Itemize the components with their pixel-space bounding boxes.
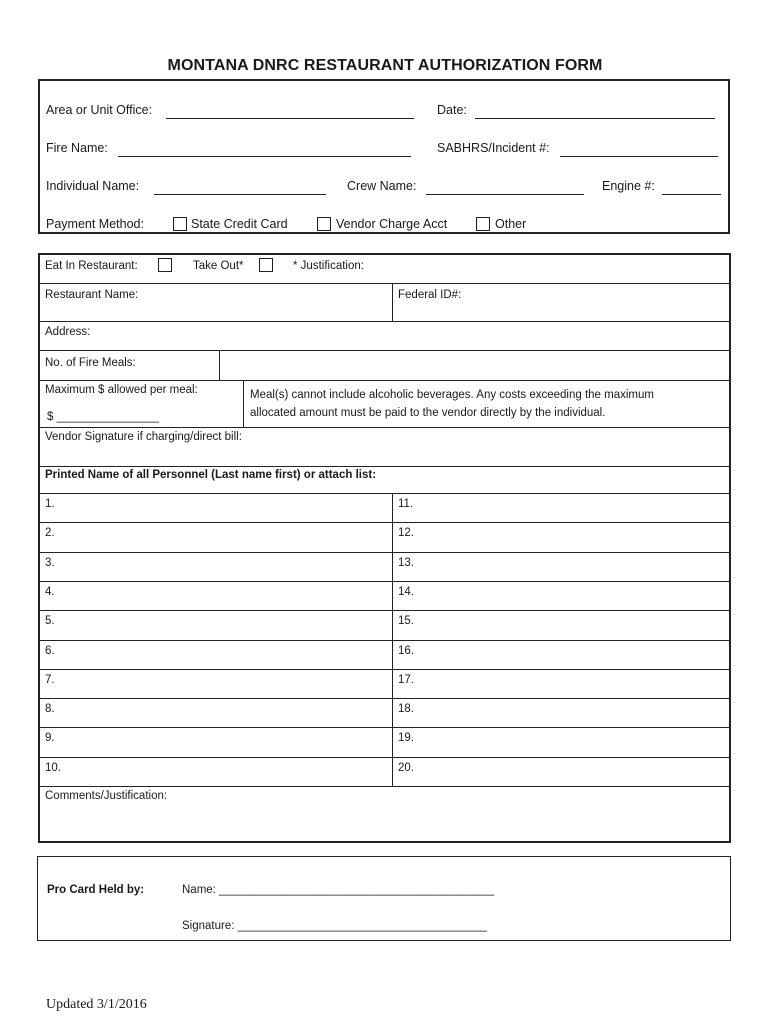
state-credit-card-label: State Credit Card	[191, 217, 288, 231]
updated-date: Updated 3/1/2016	[46, 997, 147, 1012]
personnel-row-divider	[40, 669, 729, 670]
personnel-row-divider	[40, 552, 729, 553]
max-allowed-field[interactable]: $ ________________	[47, 411, 159, 423]
meal-notice-line1: Meal(s) cannot include alcoholic beverages. Any costs exceeding the maximum	[250, 389, 654, 401]
personnel-row-left[interactable]: 1.	[45, 498, 55, 510]
personnel-header: Printed Name of all Personnel (Last name first) or attach list:	[45, 469, 377, 481]
address-label: Address:	[45, 326, 91, 338]
vendor-charge-label: Vendor Charge Acct	[336, 217, 448, 231]
vendor-charge-checkbox[interactable]	[317, 217, 331, 231]
personnel-row-divider	[40, 522, 729, 523]
personnel-row-left[interactable]: 4.	[45, 585, 55, 598]
personnel-row-left[interactable]: 10.	[45, 761, 61, 774]
federal-id-label: Federal ID#:	[398, 289, 462, 301]
personnel-row-divider	[40, 640, 729, 641]
restaurant-name-label: Restaurant Name:	[45, 289, 139, 301]
max-allowed-label: Maximum $ allowed per meal:	[45, 384, 198, 396]
comments-label: Comments/Justification:	[45, 790, 168, 802]
engine-field[interactable]	[662, 194, 721, 195]
personnel-row-divider	[40, 581, 729, 582]
personnel-row-right[interactable]: 20.	[398, 761, 414, 774]
personnel-row-divider	[40, 757, 729, 758]
state-credit-card-checkbox[interactable]	[173, 217, 187, 231]
take-out-label: Take Out*	[193, 260, 244, 272]
personnel-row-left[interactable]: 3.	[45, 556, 55, 569]
personnel-row-right[interactable]: 11.	[398, 498, 414, 510]
personnel-row-right[interactable]: 19.	[398, 732, 414, 745]
personnel-row-left[interactable]: 2.	[45, 527, 55, 540]
procard-name-field[interactable]: Name: ___________________________________________	[182, 884, 495, 896]
justification-label: * Justification:	[293, 260, 364, 272]
personnel-row-right[interactable]: 14.	[398, 585, 414, 598]
fire-name-field[interactable]	[118, 156, 411, 157]
personnel-row-left[interactable]: 8.	[45, 703, 55, 716]
area-office-label: Area or Unit Office:	[46, 103, 153, 117]
personnel-row-left[interactable]: 9.	[45, 732, 55, 745]
procard-signature-field[interactable]: Signature: _______________________________________	[182, 920, 488, 932]
personnel-row-right[interactable]: 17.	[398, 673, 414, 686]
fire-name-label: Fire Name:	[46, 141, 108, 155]
form-title: MONTANA DNRC RESTAURANT AUTHORIZATION FORM	[167, 57, 603, 74]
individual-name-field[interactable]	[154, 194, 326, 195]
individual-name-label: Individual Name:	[46, 179, 140, 193]
personnel-row-divider	[40, 610, 729, 611]
header-section	[38, 79, 730, 234]
payment-method-label: Payment Method:	[46, 217, 144, 231]
procard-section	[37, 856, 731, 941]
date-field[interactable]	[475, 118, 715, 119]
sabhrs-label: SABHRS/Incident #:	[437, 141, 550, 155]
fire-meals-label: No. of Fire Meals:	[45, 357, 136, 369]
vendor-signature-label: Vendor Signature if charging/direct bill:	[45, 431, 242, 443]
personnel-row-right[interactable]: 12.	[398, 527, 414, 540]
personnel-row-left[interactable]: 5.	[45, 615, 55, 628]
sabhrs-field[interactable]	[560, 156, 718, 157]
personnel-row-left[interactable]: 7.	[45, 673, 55, 686]
date-label: Date:	[437, 103, 467, 117]
crew-name-field[interactable]	[426, 194, 584, 195]
other-payment-checkbox[interactable]	[476, 217, 490, 231]
personnel-row-right[interactable]: 18.	[398, 703, 414, 716]
personnel-row-left[interactable]: 6.	[45, 644, 55, 657]
take-out-checkbox[interactable]	[259, 258, 273, 272]
eat-in-label: Eat In Restaurant:	[45, 260, 138, 272]
area-office-field[interactable]	[166, 118, 414, 119]
crew-name-label: Crew Name:	[347, 179, 417, 193]
details-table	[38, 253, 731, 843]
personnel-row-divider	[40, 698, 729, 699]
engine-label: Engine #:	[602, 179, 655, 193]
other-payment-label: Other	[495, 217, 527, 231]
meal-notice-line2: allocated amount must be paid to the vendor directly by the individual.	[250, 407, 606, 419]
personnel-row-divider	[40, 727, 729, 728]
eat-in-checkbox[interactable]	[158, 258, 172, 272]
personnel-row-right[interactable]: 16.	[398, 644, 414, 657]
personnel-row-right[interactable]: 13.	[398, 556, 414, 569]
personnel-row-right[interactable]: 15.	[398, 615, 414, 628]
procard-held-by-label: Pro Card Held by:	[47, 884, 145, 896]
